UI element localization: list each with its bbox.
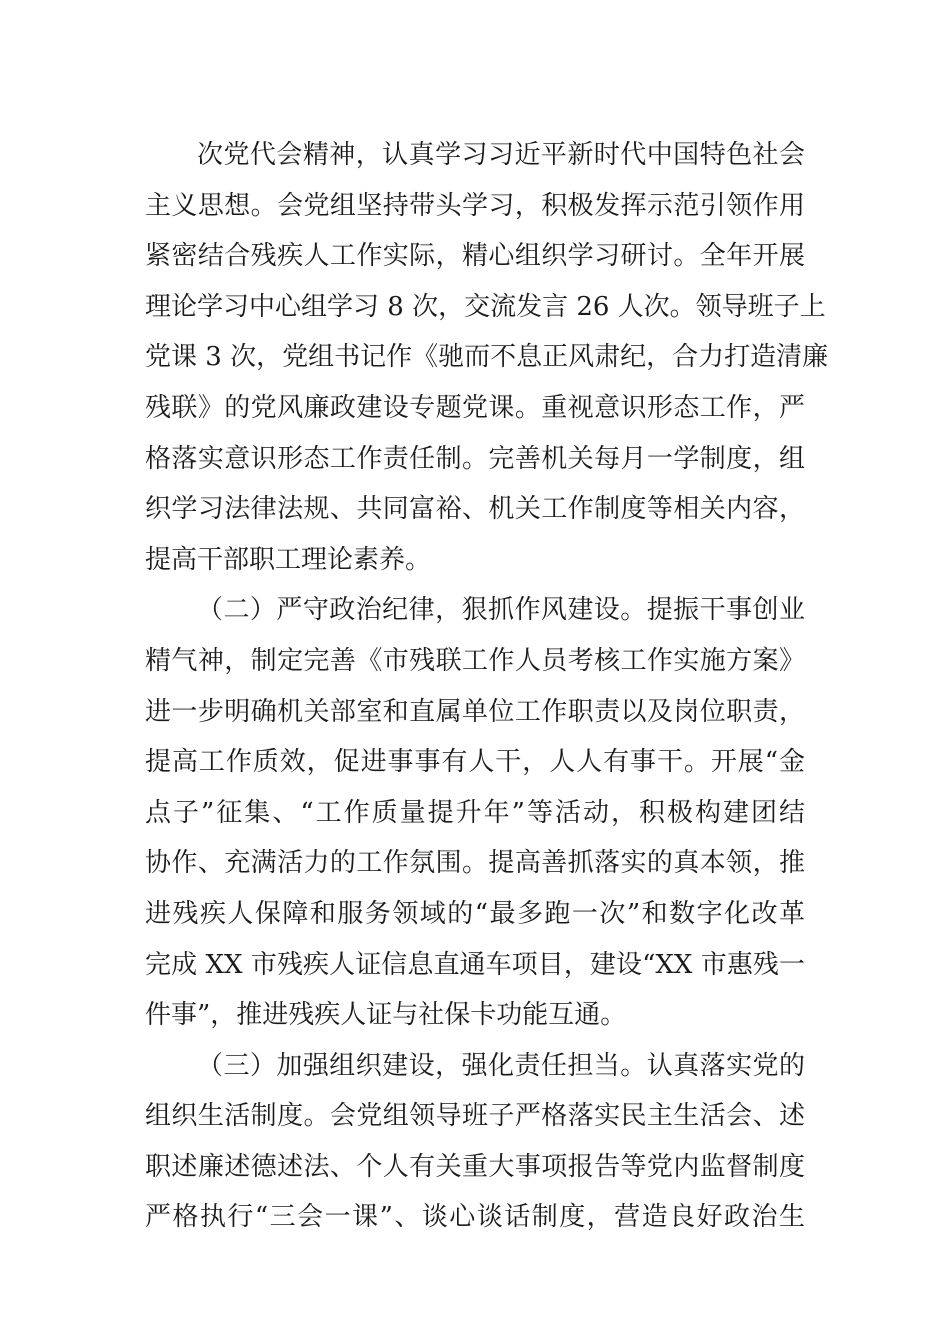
text-line: 理论学习中心组学习 8 次，交流发言 26 人次。领导班子上 — [145, 291, 826, 322]
paragraph-study — [145, 130, 829, 585]
text-line: 织学习法律法规、共同富裕、机关工作制度等相关内容， — [145, 494, 805, 525]
text-line: 党课 3 次，党组书记作《驰而不息正风肃纪，合力打造清廉 — [145, 342, 829, 373]
text-line: 进残疾人保障和服务领域的“最多跑一次”和数字化改革 — [145, 898, 805, 929]
text-line: 格落实意识形态工作责任制。完善机关每月一学制度，组 — [145, 443, 805, 474]
section-heading-line: （三）加强组织建设，强化责任担当。认真落实党的 — [197, 1050, 805, 1081]
text-line: 次党代会精神，认真学习习近平新时代中国特色社会 — [197, 140, 805, 170]
text-line: 严格执行“三会一课”、谈心谈话制度，营造良好政治生 — [145, 1202, 805, 1233]
text-line: 组织生活制度。会党组领导班子严格落实民主生活会、述 — [145, 1101, 805, 1132]
text-line: 进一步明确机关部室和直属单位工作职责以及岗位职责， — [145, 696, 805, 727]
text-line: 残联》的党风廉政建设专题党课。重视意识形态工作，严 — [145, 392, 805, 423]
document-body — [145, 130, 829, 1243]
paragraph-organization — [145, 1041, 805, 1243]
text-line: 主义思想。会党组坚持带头学习，积极发挥示范引领作用 — [145, 190, 805, 221]
text-line: 提高干部职工理论素养。 — [145, 544, 432, 575]
text-line: 协作、充满活力的工作氛围。提高善抓落实的真本领，推 — [145, 848, 805, 879]
text-line: 精气神，制定完善《市残联工作人员考核工作实施方案》 — [145, 645, 805, 676]
text-line: 提高工作质效，促进事事有人干，人人有事干。开展“金 — [145, 747, 805, 778]
paragraph-discipline — [145, 585, 805, 1040]
section-heading-line: （二）严守政治纪律，狠抓作风建设。提振干事创业 — [197, 595, 805, 626]
text-line: 职述廉述德述法、个人有关重大事项报告等党内监督制度 — [145, 1151, 805, 1182]
text-line: 完成 XX 市残疾人证信息直通车项目，建设“XX 市惠残一 — [145, 949, 805, 980]
text-line: 紧密结合残疾人工作实际，精心组织学习研讨。全年开展 — [145, 241, 805, 272]
text-line: 件事”，推进残疾人证与社保卡功能互通。 — [145, 1000, 627, 1031]
text-line: 点子”征集、“工作质量提升年”等活动，积极构建团结 — [145, 797, 805, 828]
